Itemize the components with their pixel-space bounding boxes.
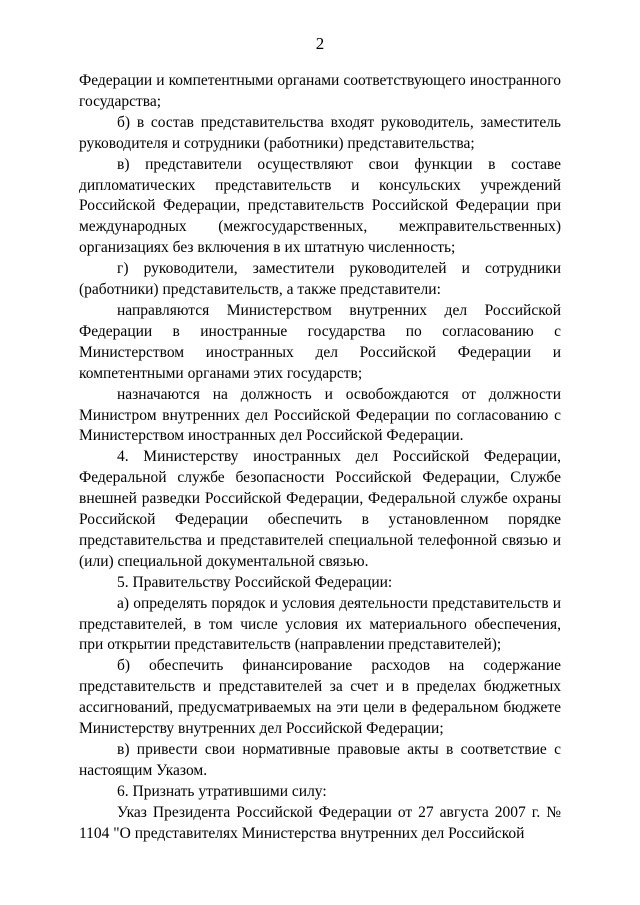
paragraph-5a: а) определять порядок и условия деятельности представительств и представителей, в том числе условия их материального обеспечения, при открытии представительств (направлении представителей); — [79, 594, 561, 654]
paragraph-5v: в) привести свои нормативные правовые акты в соответствие с настоящим Указом. — [79, 741, 561, 779]
paragraph-continuation: Федерации и компетентными органами соответствующего иностранного государства; — [79, 72, 561, 110]
paragraph-v-functions: в) представители осуществляют свои функции в составе дипломатических представительств и консульских учреждений Российской Федерации, представительств Российской Федерации при международных (межгосударственных, межправительственных) организациях без включения в их штатную численность; — [79, 155, 561, 257]
paragraph-appointed: назначаются на должность и освобождаются от должности Министром внутренних дел Российской Федерации по согласованию с Министерством иностранных дел Российской Федерации. — [79, 385, 561, 445]
paragraph-5b: б) обеспечить финансирование расходов на содержание представительств и представителей за счет и в пределах бюджетных ассигнований, предусматриваемых на эти цели в федеральном бюджете Министерству внутренних дел Российской Федерации; — [79, 657, 561, 738]
paragraph-decree-reference: Указ Президента Российской Федерации от 27 августа 2007 г. № 1104 "О представителях Министерства внутренних дел Российской — [79, 803, 561, 842]
page-number: 2 — [315, 34, 325, 53]
paragraph-item-6: 6. Признать утратившими силу: — [117, 782, 327, 800]
paragraph-g-heads: г) руководители, заместители руководителей и сотрудники (работники) представительств, а также представители: — [79, 260, 561, 299]
paragraph-item-5: 5. Правительству Российской Федерации: — [117, 573, 393, 591]
paragraph-item-4: 4. Министерству иностранных дел Российской Федерации, Федеральной службе безопасности Российской Федерации, Службе внешней разведки Российской Федерации, Федеральной службе охраны Российской Федерации обеспечить в установленном порядке представительства и представителей специальной телефонной связью и (или) специальной документальной связью. — [79, 448, 561, 570]
document-body — [79, 71, 561, 845]
paragraph-b-composition: б) в состав представительства входят руководитель, заместитель руководителя и сотрудники (работники) представительства; — [79, 113, 561, 152]
paragraph-directed: направляются Министерством внутренних дел Российской Федерации в иностранные государства по согласованию с Министерством иностранных дел Российской Федерации и компетентными органами этих государств; — [79, 301, 561, 382]
